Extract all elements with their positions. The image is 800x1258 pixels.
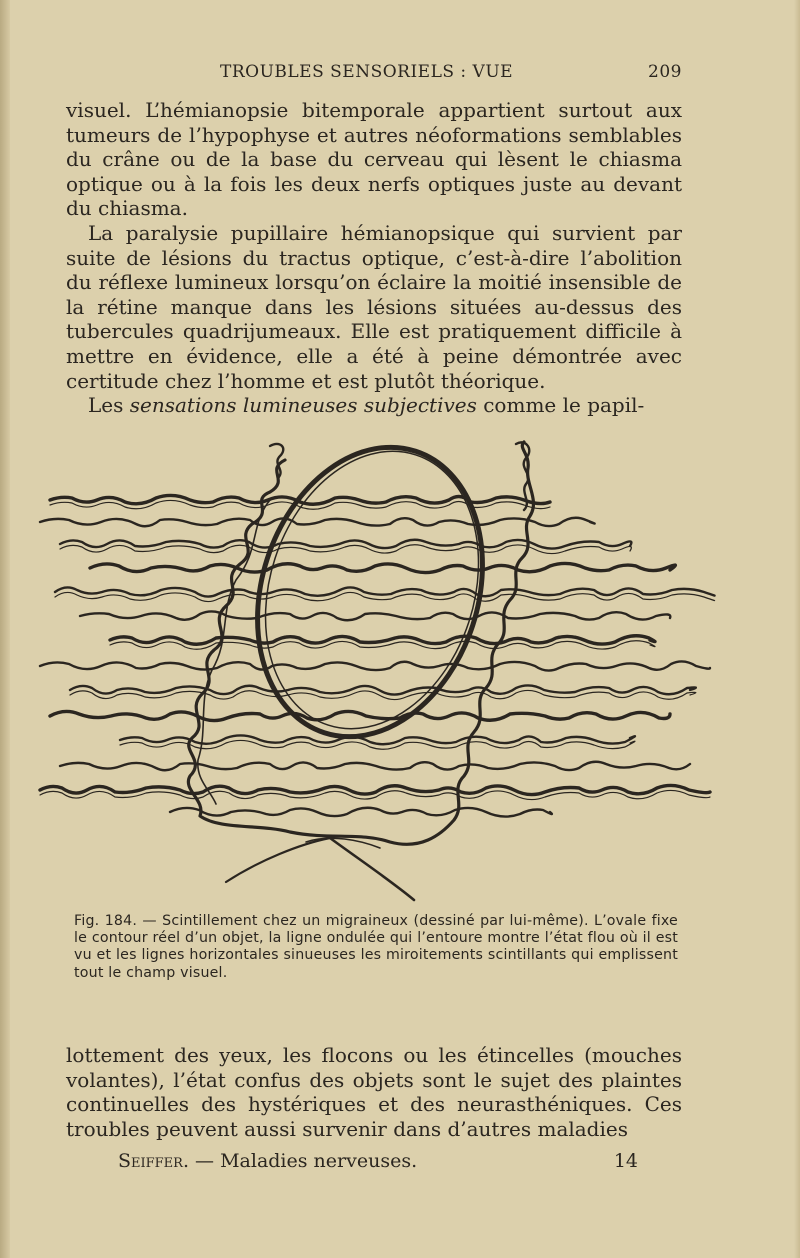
figure-scintillation-drawing: [30, 440, 720, 910]
footer-title: — Maladies nerveuses.: [195, 1150, 418, 1172]
figure-label: Fig. 184.: [74, 913, 138, 929]
paragraph-4: lottement des yeux, les flocons ou les étincelles (mouches volantes), l’état confus des objets sont le sujet des plaintes continuelles des hystériques et des neurasthéniques. Ces troubles peuvent aussi survenir dans d’autres maladies: [66, 1043, 682, 1141]
paragraph-3-start: Les: [88, 393, 124, 418]
signature-mark: 14: [613, 1150, 638, 1172]
scintillation-line: [170, 808, 552, 817]
paragraph-2: La paralysie pupillaire hémianopsique qui survient par suite de lésions du tractus optique, c’est-à-dire l’abolition du réflexe lumineux lorsqu’on éclaire la moitié insensible de la rétine manque dans les lésions situées au-dessus des tubercules quadrijumeaux. Elle est pratiquement difficile à mettre en évidence, elle a été à peine démontrée avec certitude chez l’homme et est plutôt théorique.: [66, 220, 682, 393]
paragraph-3-italic: sensations lumineuses subjectives: [129, 393, 477, 418]
figure-caption: [74, 913, 678, 982]
scintillation-line: [40, 518, 595, 527]
page-right-edge: [794, 0, 800, 1258]
figure-caption-text: — Scintillement chez un migraineux (dessiné par lui-même). L’ovale fixe le contour réel d’un objet, la ligne ondulée qui l’entoure montre l’état flou où il est vu et les lignes horizontales sinueuses les miroitements scintillants qui emplissent tout le champ visuel.: [74, 913, 678, 981]
scintillation-line: [120, 735, 635, 744]
scintillation-line: [40, 661, 710, 670]
scintillation-line: [80, 611, 670, 620]
scintillation-line: [110, 636, 655, 645]
scintillation-line: [55, 587, 715, 596]
body-text-top: [66, 98, 682, 418]
page-footer: [118, 1150, 638, 1176]
running-head-title: TROUBLES SENSORIELS : VUE: [220, 62, 514, 82]
paragraph-1: visuel. L’hémianopsie bitemporale appartient surtout aux tumeurs de l’hypophyse et autres néoformations semblables du crâne ou de la base du cerveau qui lèsent le chiasma optique ou à la fois les deux nerfs optiques juste au devant du chiasma.: [66, 98, 682, 221]
paragraph-3-end: comme le papil-: [483, 393, 645, 418]
paragraph-3: [66, 393, 682, 418]
running-head: [66, 62, 682, 86]
scintillation-line: [50, 711, 670, 720]
scintillation-line: [60, 762, 690, 771]
figure-svg: [30, 440, 720, 910]
scintillation-line: [70, 685, 696, 694]
page-binding-edge: [0, 0, 10, 1258]
scintillation-line: [90, 563, 675, 572]
page-number: 209: [648, 62, 682, 82]
footer-author: Seiffer.: [118, 1150, 189, 1172]
body-text-bottom: [66, 1043, 682, 1141]
